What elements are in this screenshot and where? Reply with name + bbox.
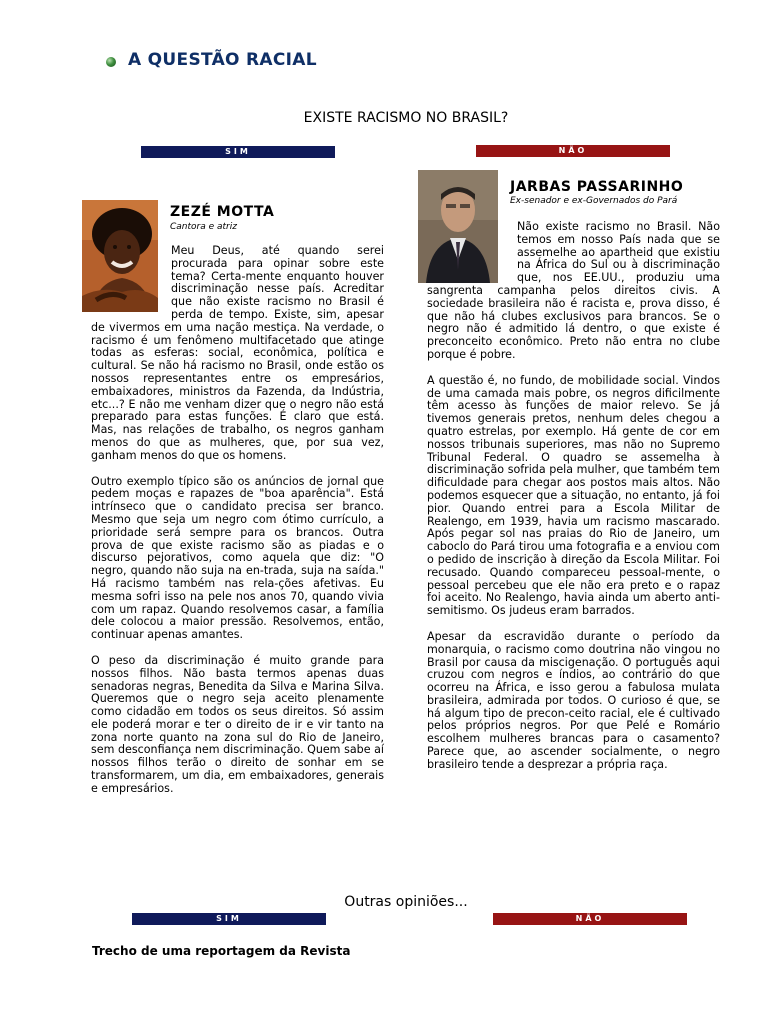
right-paragraph: Não existe racismo no Brasil. Não temos em nosso País nada que se assemelhe ao apartheid que existiu na África do Sul ou à discriminação que, nos EE.UU., produziu uma sangrenta campanha pelos direitos civis. A sociedade brasileira não é racista e, prova disso, é que não há clubes exclusivos para brancos. Se o negro não é admitido lá dentro, o que existe é preconceito econômico. Preto não entra no clube porque é pobre. bbox=[427, 220, 720, 361]
left-author-role: Cantora e atriz bbox=[170, 222, 237, 232]
nao-bar-bottom[interactable]: NÃO bbox=[493, 913, 687, 925]
nao-bar[interactable]: NÃO bbox=[476, 145, 670, 157]
other-opinions-heading: Outras opiniões... bbox=[344, 894, 468, 910]
left-photo-spacer bbox=[91, 197, 171, 309]
left-paragraph: O peso da discriminação é muito grande para nossos filhos. Não basta termos apenas duas senadoras negras, Benedita da Silva e Marina Silva. Queremos que o negro seja aceito plenamente como cidadão em todos os seus direitos. Só assim ele poderá morar e ter o direito de ir e vir tanto na zona norte quanto na zona sul do Rio de Janeiro, sem desconfiança nem discriminação. Quem sabe aí nossos filhos terão o direito de sonhar em se transformarem, um dia, em embaixadores, generais e empresários. bbox=[91, 653, 384, 795]
left-opinion-text bbox=[91, 197, 384, 809]
article-source-note: Trecho de uma reportagem da Revista bbox=[92, 944, 351, 958]
main-question: EXISTE RACISMO NO BRASIL? bbox=[303, 110, 509, 126]
right-photo-spacer bbox=[427, 171, 517, 283]
left-author-name: ZEZÉ MOTTA bbox=[170, 204, 275, 220]
left-paragraph: Outro exemplo típico são os anúncios de jornal que pedem moças e rapazes de "boa aparência". Está intrínseco que o candidato precisa ser branco. Mesmo que seja um negro com ótimo currículo, a prioridade será sempre para os brancos. Outra prova de que existe racismo são as piadas e o discurso pejorativos, como aquela que diz: "O negro, quando não suja na en-trada, suja na saída." Há racismo também nas rela-ções afetivas. Eu mesma sofri isso na pele nos anos 70, quando vivia com um rapaz. Quando resolvemos casar, a família dele colocou a maior pressão. Resolvemos, então, continuar apenas amantes. bbox=[91, 474, 384, 642]
sim-bar[interactable]: SIM bbox=[141, 146, 335, 158]
bullet-icon bbox=[106, 57, 116, 67]
sim-bar-bottom[interactable]: SIM bbox=[132, 913, 326, 925]
right-paragraph: Apesar da escravidão durante o período da monarquia, o racismo como doutrina não vingou no Brasil por causa da miscigenação. O português aqui cruzou com negros e índios, ao contrário do que ocorreu na África, e isso gerou a fabulosa mulata brasileira, admirada por todos. O curioso é que, se há algum tipo de precon-ceito racial, ele é cultivado pelos próprios negros. Por que Pelé e Romário escolhem mulheres brancas para o casamento? Parece que, ao ascender socialmente, o negro brasileiro tende a desprezar a própria raça. bbox=[427, 629, 720, 771]
right-author-role: Ex-senador e ex-Governados do Pará bbox=[510, 196, 678, 206]
page-title: A QUESTÃO RACIAL bbox=[128, 50, 317, 70]
right-paragraph: A questão é, no fundo, de mobilidade social. Vindos de uma camada mais pobre, os negros dificilmente têm acesso às funções de maior relevo. Se já tivemos generais pretos, nenhum deles chegou a quatro estrelas, por exemplo. Há gente de cor em nossos tribunais superiores, mas não no Supremo Tribunal Federal. O quadro se assemelha à discriminação sofrida pela mulher, que também tem dificuldade para chegar aos postos mais altos. Não podemos esquecer que a situação, no entanto, já foi pior. Quando entrei para a Escola Militar de Realengo, em 1939, havia um racismo mascarado. Após pegar sol nas praias do Rio de Janeiro, um caboclo do Pará tirou uma fotografia e a enviou com o pedido de inscrição à direção da Escola Militar. Foi recusado. Quando compareceu pessoal-mente, o pessoal percebeu que ele não era preto e o rapaz foi aceito. No Realengo, havia ainda um aberto anti-semitismo. Os judeus eram barrados. bbox=[427, 373, 720, 618]
right-opinion-text bbox=[427, 171, 720, 785]
right-author-name: JARBAS PASSARINHO bbox=[510, 179, 684, 195]
left-paragraph: Meu Deus, até quando serei procurada para opinar sobre este tema? Certa-mente enquanto houver discriminação nesse país. Acreditar que não existe racismo no Brasil é perda de tempo. Existe, sim, apesar de vivermos em uma nação mestiça. Na verdade, o racismo é um fenômeno multifacetado que atinge todas as esferas: social, econômica, política e cultural. Se não há racismo no Brasil, onde estão os nossos representantes entre os empresários, embaixadores, ministros da Fazenda, da Indústria, etc...? E não me venham dizer que o negro não está preparado para estas funções. É claro que está. Mas, nas relações de trabalho, os negros ganham menos do que as mulheres, que, por sua vez, ganham menos do que os homens. bbox=[91, 244, 384, 462]
